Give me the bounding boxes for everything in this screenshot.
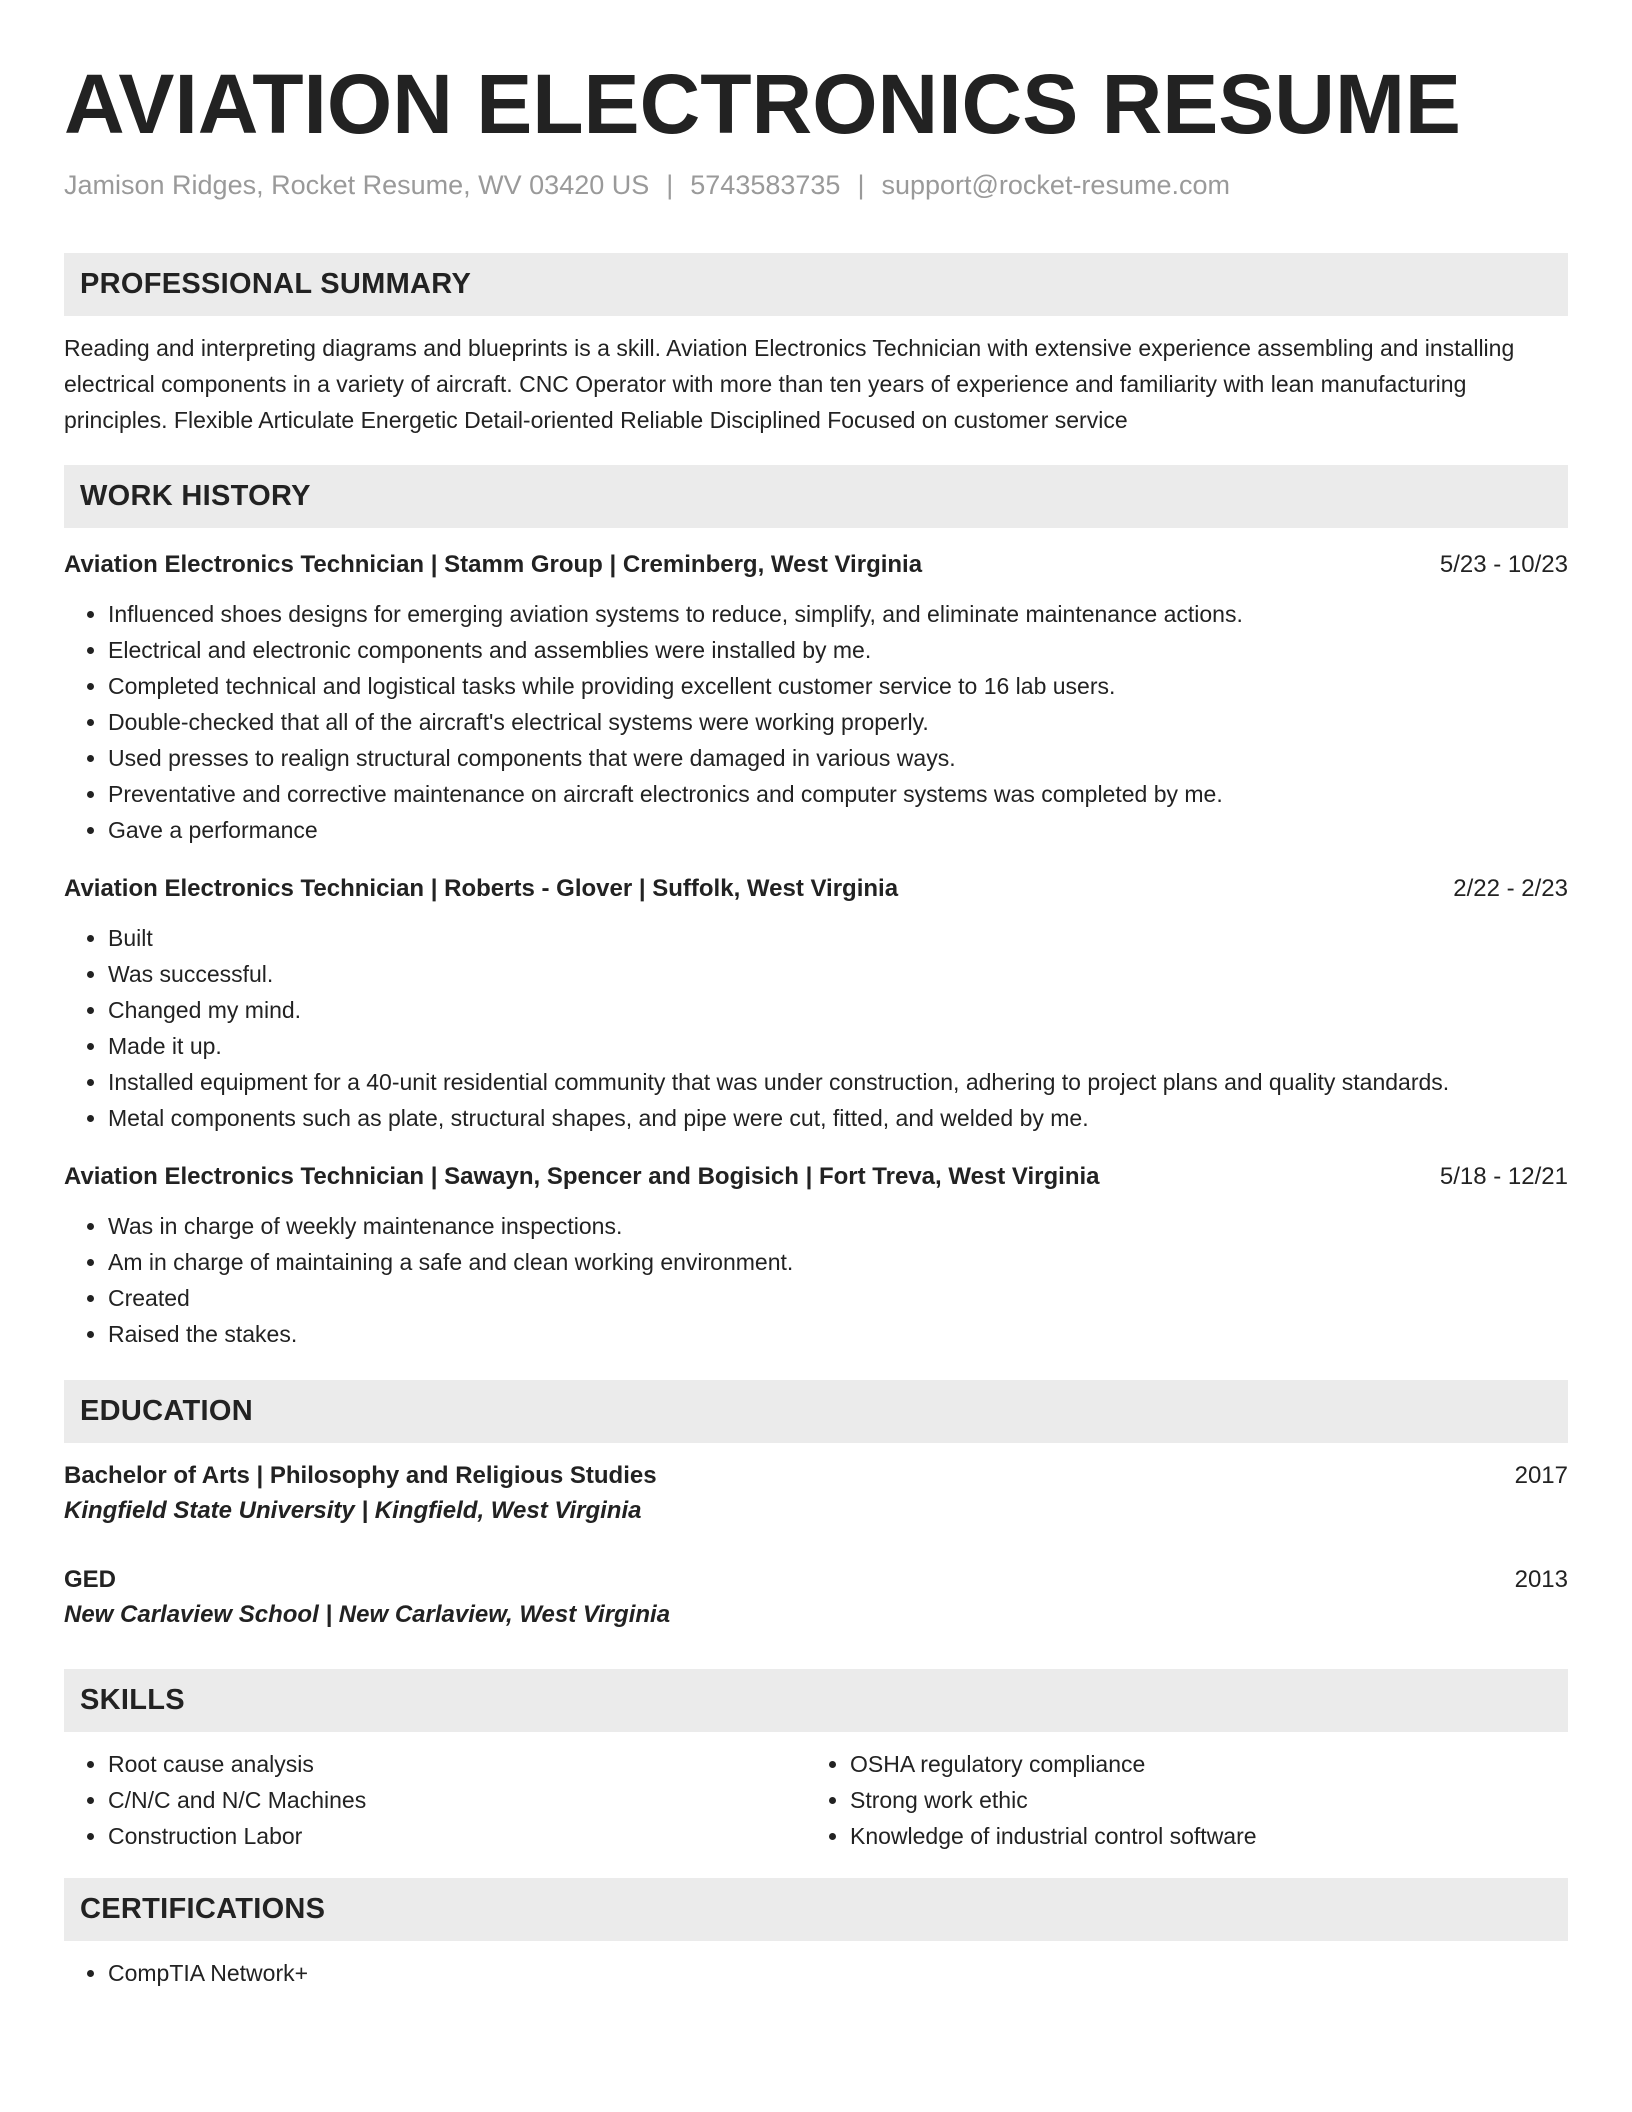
section-heading-summary: PROFESSIONAL SUMMARY xyxy=(64,253,1568,316)
job-duty: • Am in charge of maintaining a safe and clean working environment. xyxy=(108,1244,1568,1280)
certification-item: • CompTIA Network+ xyxy=(108,1955,1568,1991)
skill-item: • C/N/C and N/C Machines xyxy=(108,1782,806,1818)
job-header xyxy=(64,548,1568,582)
skills-columns xyxy=(64,1746,1568,1854)
job-title: Aviation Electronics Technician | Stamm Group | Creminberg, West Virginia xyxy=(64,551,923,578)
education-year: 2013 xyxy=(1514,1566,1568,1593)
education-header xyxy=(64,1563,1568,1597)
education-entry xyxy=(64,1459,1568,1529)
education-degree: GED xyxy=(64,1566,117,1593)
skills-list-left xyxy=(64,1746,806,1854)
contact-line xyxy=(64,168,1568,202)
skill-item: • Construction Labor xyxy=(108,1818,806,1854)
resume-title: AVIATION ELECTRONICS RESUME xyxy=(64,57,1461,151)
job-duties-list xyxy=(64,920,1568,1136)
section-heading-education: EDUCATION xyxy=(64,1380,1568,1443)
education-school: Kingfield State University | Kingfield, West Virginia xyxy=(64,1497,642,1524)
job-duty: • Preventative and corrective maintenance on aircraft electronics and computer systems was completed by me. xyxy=(108,776,1568,812)
job-duty: • Was successful. xyxy=(108,956,1568,992)
job-duty: • Completed technical and logistical tasks while providing excellent customer service to 16 lab users. xyxy=(108,668,1568,704)
job-entry xyxy=(64,548,1568,848)
job-duty: • Influenced shoes designs for emerging aviation systems to reduce, simplify, and eliminate maintenance actions. xyxy=(108,596,1568,632)
skill-item: • Strong work ethic xyxy=(850,1782,1548,1818)
job-title: Aviation Electronics Technician | Roberts - Glover | Suffolk, West Virginia xyxy=(64,875,899,902)
contact-phone: 5743583735 xyxy=(690,170,841,200)
contact-email: support@rocket-resume.com xyxy=(881,170,1230,200)
education-year: 2017 xyxy=(1514,1462,1568,1489)
job-duty: • Changed my mind. xyxy=(108,992,1568,1028)
job-entry xyxy=(64,1160,1568,1352)
skill-item: • Root cause analysis xyxy=(108,1746,806,1782)
job-duties-list xyxy=(64,1208,1568,1352)
job-dates: 2/22 - 2/23 xyxy=(1453,875,1568,902)
job-dates: 5/18 - 12/21 xyxy=(1439,1163,1568,1190)
job-duty: • Installed equipment for a 40-unit residential community that was under construction, adhering to project plans and quality standards. xyxy=(108,1064,1568,1100)
skill-item: • Knowledge of industrial control software xyxy=(850,1818,1548,1854)
job-duty: • Gave a performance xyxy=(108,812,1568,848)
job-duty: • Raised the stakes. xyxy=(108,1316,1568,1352)
job-entry xyxy=(64,872,1568,1136)
skills-list-right xyxy=(806,1746,1548,1854)
section-heading-skills: SKILLS xyxy=(64,1669,1568,1732)
job-duty: • Metal components such as plate, structural shapes, and pipe were cut, fitted, and welded by me. xyxy=(108,1100,1568,1136)
education-school: New Carlaview School | New Carlaview, West Virginia xyxy=(64,1601,671,1628)
job-duty: • Made it up. xyxy=(108,1028,1568,1064)
job-duty: • Built xyxy=(108,920,1568,956)
section-heading-certifications: CERTIFICATIONS xyxy=(64,1878,1568,1941)
contact-separator: | xyxy=(666,170,674,200)
education-header xyxy=(64,1459,1568,1493)
contact-separator: | xyxy=(857,170,865,200)
job-duties-list xyxy=(64,596,1568,848)
job-duty: • Electrical and electronic components and assemblies were installed by me. xyxy=(108,632,1568,668)
certifications-list xyxy=(64,1955,1568,1991)
job-title: Aviation Electronics Technician | Sawayn, Spencer and Bogisich | Fort Treva, West Virginia xyxy=(64,1163,1100,1190)
job-duty: • Used presses to realign structural components that were damaged in various ways. xyxy=(108,740,1568,776)
job-header xyxy=(64,1160,1568,1194)
skill-item: • OSHA regulatory compliance xyxy=(850,1746,1548,1782)
section-heading-work-history: WORK HISTORY xyxy=(64,465,1568,528)
job-dates: 5/23 - 10/23 xyxy=(1439,551,1568,578)
education-degree: Bachelor of Arts | Philosophy and Religious Studies xyxy=(64,1462,657,1489)
job-header xyxy=(64,872,1568,906)
job-duty: • Double-checked that all of the aircraft's electrical systems were working properly. xyxy=(108,704,1568,740)
education-entry xyxy=(64,1563,1568,1633)
summary-text: Reading and interpreting diagrams and blueprints is a skill. Aviation Electronics Technician with extensive experience assembling and installing electrical components in a variety of aircraft. CNC Operator with more than ten years of experience and familiarity with lean manufacturing principles. Flexible Articulate Energetic Detail-oriented Reliable Disciplined Focused on customer service xyxy=(64,335,1515,433)
job-duty: • Created xyxy=(108,1280,1568,1316)
job-duty: • Was in charge of weekly maintenance inspections. xyxy=(108,1208,1568,1244)
contact-address: Jamison Ridges, Rocket Resume, WV 03420 US xyxy=(64,170,650,200)
